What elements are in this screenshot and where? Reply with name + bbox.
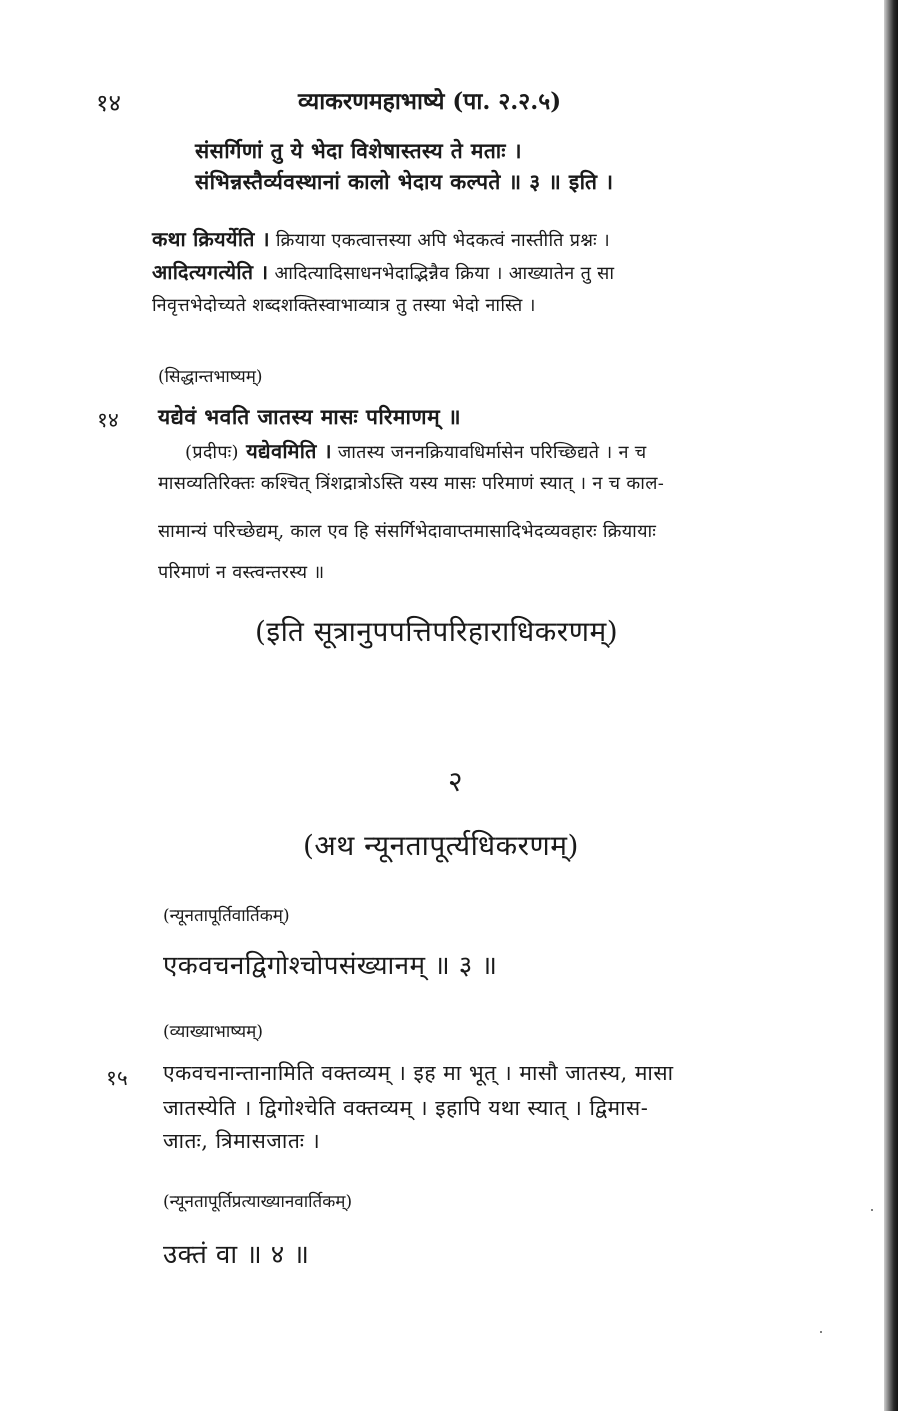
- commentary-line-2: [152, 258, 614, 285]
- section-title: (अथ न्यूनतापूर्त्यधिकरणम्): [303, 829, 579, 862]
- pradipa-line-1: [185, 437, 647, 464]
- pratyakhyana-text: उक्तं वा ॥ ४ ॥: [163, 1240, 310, 1270]
- commentary-lemma-2: आदित्यगत्येति ।: [152, 260, 269, 284]
- pradipa-label: (प्रदीपः): [185, 442, 239, 463]
- verse-line-2: संभिन्नस्तैर्व्यवस्थानां कालो भेदाय कल्पते ॥ ३ ॥ इति ।: [195, 169, 614, 194]
- vyakhya-number: १५: [106, 1066, 128, 1090]
- commentary-lemma-1: कथा क्रियर्येति ।: [152, 227, 270, 251]
- running-title: व्याकरणमहाभाष्ये (पा. २.२.५): [298, 88, 562, 115]
- pradipa-text-1: जातस्य जननक्रियावधिर्मासेन परिच्छिद्यते । न च: [331, 442, 647, 463]
- vyakhya-line-1: एकवचनान्तानामिति वक्तव्यम् । इह मा भूत् । मासौ जातस्य, मासा: [163, 1061, 674, 1085]
- siddhanta-number: १४: [97, 408, 119, 432]
- commentary-text-2: आदित्यादिसाधनभेदाद्भिन्नैव क्रिया । आख्यातेन तु सा: [268, 263, 615, 284]
- siddhanta-label: (सिद्धान्तभाष्यम्): [158, 367, 263, 387]
- vyakhya-line-2: जातस्येति । द्विगोश्चेति वक्तव्यम् । इहापि यथा स्यात् । द्विमास-: [163, 1096, 649, 1120]
- vyakhya-line-3: जातः, त्रिमासजातः ।: [163, 1129, 321, 1153]
- commentary-text-1: क्रियाया एकत्वात्तस्या अपि भेदकत्वं नास्तीति प्रश्नः ।: [269, 230, 611, 251]
- pratyakhyana-label: (न्यूनतापूर्तिप्रत्याख्यानवार्तिकम्): [163, 1192, 353, 1212]
- commentary-line-1: [152, 225, 610, 252]
- pradipa-line-2: मासव्यतिरिक्तः कश्चित् त्रिंशद्रात्रोऽस्ति यस्य मासः परिमाणं स्यात् । न च काल-: [158, 473, 665, 494]
- page-number: १४: [96, 89, 121, 117]
- section-number: २: [448, 765, 464, 798]
- vyakhya-label: (व्याख्याभाष्यम्): [163, 1022, 263, 1042]
- scanned-page-edge: [884, 0, 898, 1411]
- siddhanta-text: यद्येवं भवति जातस्य मासः परिमाणम् ॥: [158, 404, 462, 429]
- verse-line-1: संसर्गिणां तु ये भेदा विशेषास्तस्य ते मताः ।: [195, 138, 522, 163]
- commentary-line-3: निवृत्तभेदोच्यते शब्दशक्तिस्वाभाव्यात्र तु तस्या भेदो नास्ति ।: [152, 295, 536, 316]
- vartika-text: एकवचनद्विगोश्चोपसंख्यानम् ॥ ३ ॥: [163, 951, 498, 981]
- pradipa-line-3: सामान्यं परिच्छेद्यम्, काल एव हि संसर्गिभेदावाप्तमासादिभेदव्यवहारः क्रियायाः: [158, 521, 657, 542]
- scan-speck: [820, 1331, 822, 1333]
- scan-speck: [871, 1209, 873, 1211]
- pradipa-line-4: परिमाणं न वस्त्वन्तरस्य ॥: [158, 562, 325, 583]
- vartika-label: (न्यूनतापूर्तिवार्तिकम्): [163, 906, 290, 926]
- pradipa-lemma: यद्येवमिति ।: [238, 439, 332, 463]
- section-end-title: (इति सूत्रानुपपत्तिपरिहाराधिकरणम्): [255, 615, 619, 648]
